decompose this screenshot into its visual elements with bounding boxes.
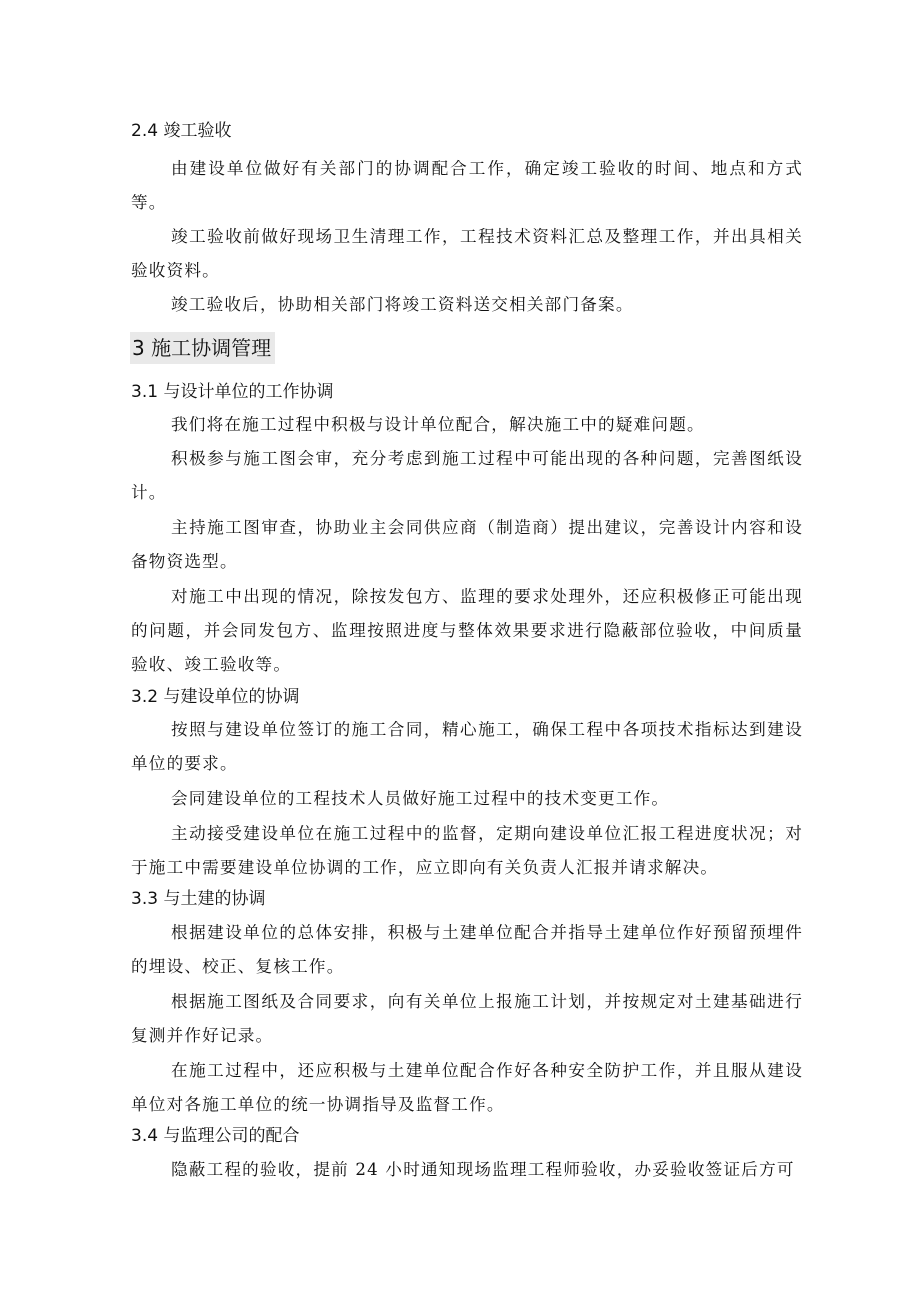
chapter-heading-3: 3 施工协调管理 (130, 332, 275, 364)
paragraph: 积极参与施工图会审，充分考虑到施工过程中可能出现的各种问题，完善图纸设计。 (131, 449, 803, 502)
paragraph: 根据建设单位的总体安排，积极与土建单位配合并指导土建单位作好预留预埋件的埋设、校正、复核工作。 (131, 923, 803, 976)
paragraph: 在施工过程中，还应积极与土建单位配合作好各种安全防护工作，并且服从建设单位对各施工单位的统一协调指导及监督工作。 (131, 1061, 803, 1114)
paragraph: 竣工验收后，协助相关部门将竣工资料送交相关部门备案。 (171, 295, 634, 314)
paragraph: 根据施工图纸及合同要求，向有关单位上报施工计划，并按规定对土建基础进行复测并作好记录。 (131, 992, 803, 1045)
section-heading-3-1: 3.1 与设计单位的工作协调 (131, 382, 334, 402)
section-heading-2-4: 2.4 竣工验收 (131, 121, 232, 141)
paragraph: 隐蔽工程的验收，提前 24 小时通知现场监理工程师验收，办妥验收签证后方可 (171, 1160, 795, 1179)
paragraph: 竣工验收前做好现场卫生清理工作，工程技术资料汇总及整理工作，并出具相关验收资料。 (131, 227, 803, 280)
paragraph: 由建设单位做好有关部门的协调配合工作，确定竣工验收的时间、地点和方式等。 (131, 159, 803, 212)
paragraph: 对施工中出现的情况，除按发包方、监理的要求处理外，还应积极修正可能出现的问题，并会同发包方、监理按照进度与整体效果要求进行隐蔽部位验收，中间质量验收、竣工验收等。 (131, 587, 803, 674)
paragraph: 会同建设单位的工程技术人员做好施工过程中的技术变更工作。 (171, 789, 670, 808)
section-heading-3-2: 3.2 与建设单位的协调 (131, 687, 300, 707)
paragraph: 我们将在施工过程中积极与设计单位配合，解决施工中的疑难问题。 (171, 415, 705, 434)
paragraph: 主动接受建设单位在施工过程中的监督，定期向建设单位汇报工程进度状况；对于施工中需要建设单位协调的工作，应立即向有关负责人汇报并请求解决。 (131, 824, 803, 877)
section-heading-3-4: 3.4 与监理公司的配合 (131, 1126, 300, 1146)
paragraph: 主持施工图审查，协助业主会同供应商（制造商）提出建议，完善设计内容和设备物资选型。 (131, 518, 803, 571)
section-heading-3-3: 3.3 与土建的协调 (131, 889, 266, 909)
paragraph: 按照与建设单位签订的施工合同，精心施工，确保工程中各项技术指标达到建设单位的要求。 (131, 720, 803, 773)
